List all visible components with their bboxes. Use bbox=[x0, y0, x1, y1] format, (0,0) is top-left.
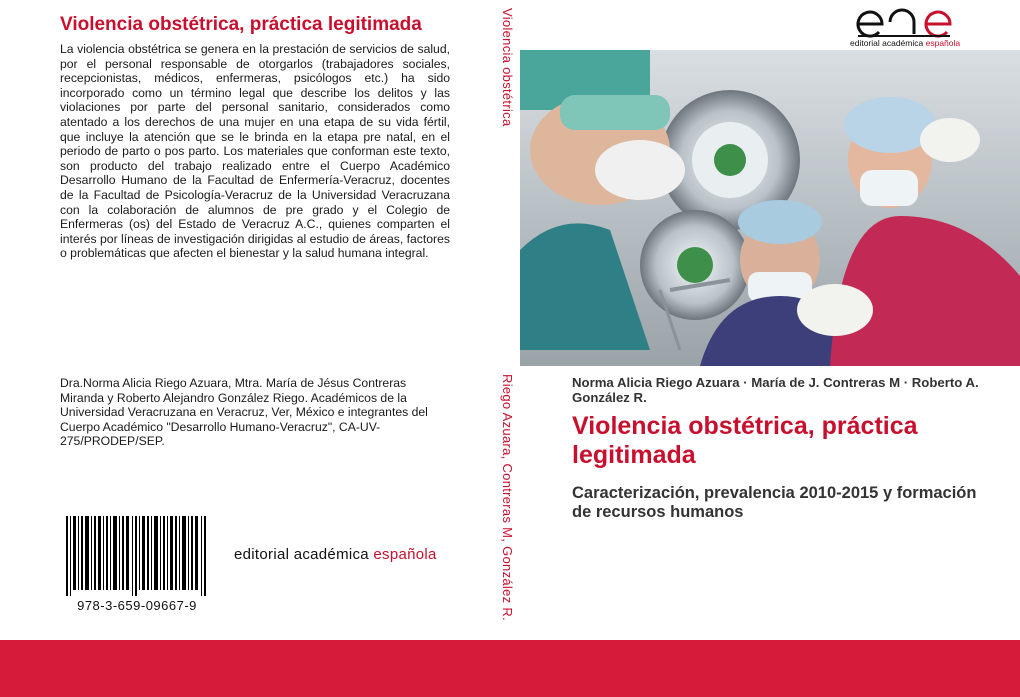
publisher-name-accent: española bbox=[373, 546, 437, 563]
logo-caption-accent: española bbox=[925, 38, 961, 48]
back-cover-blurb: La violencia obstétrica se genera en la prestación de servicios de salud, por el personal responsable de otorgarlos (trabajadores sociales, recepcionistas, médicos, enfermeras, psicólogos etc.) ha sido incorporado como un término legal que describe los delitos y las violaciones por parte del personal sanitario, considerados como atentado a los derechos de una mujer en una etapa de su vida fértil, que incluye la atención que se le brinda en la etapa pre natal, en el periodo de parto o pos parto. Los materiales que conforman este texto, son producto del trabajo realizado entre el Cuerpo Académico Desarrollo Humano de la Facultad de Enfermería-Veracruz, docentes de la Facultad de Psicología-Veracruz de la Universidad Veracruzana con la colaboración de alumnos de pre grado y el Colegio de Enfermeras (os) del Estado de Veracruz A.C., quienes comparten el interés por líneas de investigación dirigidas al estudio de áreas, factores o problemáticas que afecten el bienestar y la salud humana integral. bbox=[60, 42, 450, 261]
logo-caption-main: editorial académica bbox=[850, 38, 926, 48]
spine-title: Violencia obstétrica bbox=[500, 8, 515, 127]
surgeons-photo-illustration bbox=[520, 50, 1020, 366]
front-cover-title: Violencia obstétrica, práctica legitimada bbox=[572, 412, 918, 469]
bottom-red-band bbox=[0, 640, 1020, 697]
spine-authors: Riego Azuara, Contreras M, González R. bbox=[500, 374, 515, 621]
front-cover-authors: Norma Alicia Riego Azuara · María de J. Contreras M · Roberto A. González R. bbox=[572, 375, 979, 405]
back-cover-title: Violencia obstétrica, práctica legitimada bbox=[60, 14, 422, 35]
isbn-number: 978-3-659-09667-9 bbox=[77, 598, 197, 613]
eae-logo-icon bbox=[850, 4, 962, 38]
barcode-graphic bbox=[62, 516, 212, 596]
publisher-name bbox=[234, 546, 437, 563]
logo-caption bbox=[850, 38, 960, 48]
front-cover-subtitle: Caracterización, prevalencia 2010-2015 y formación de recursos humanos bbox=[572, 484, 977, 521]
cover-photo bbox=[520, 50, 1020, 366]
barcode bbox=[62, 516, 212, 596]
author-bio: Dra.Norma Alicia Riego Azuara, Mtra. María de Jésus Contreras Miranda y Roberto Alejandro González Riego. Académicos de la Universidad Veracruzana en Veracruz, Ver, México e integrantes del Cuerpo Académico "Desarrollo Humano-Veracruz", CA-UV-275/PRODEP/SEP. bbox=[60, 376, 428, 449]
publisher-name-main: editorial académica bbox=[234, 546, 374, 563]
